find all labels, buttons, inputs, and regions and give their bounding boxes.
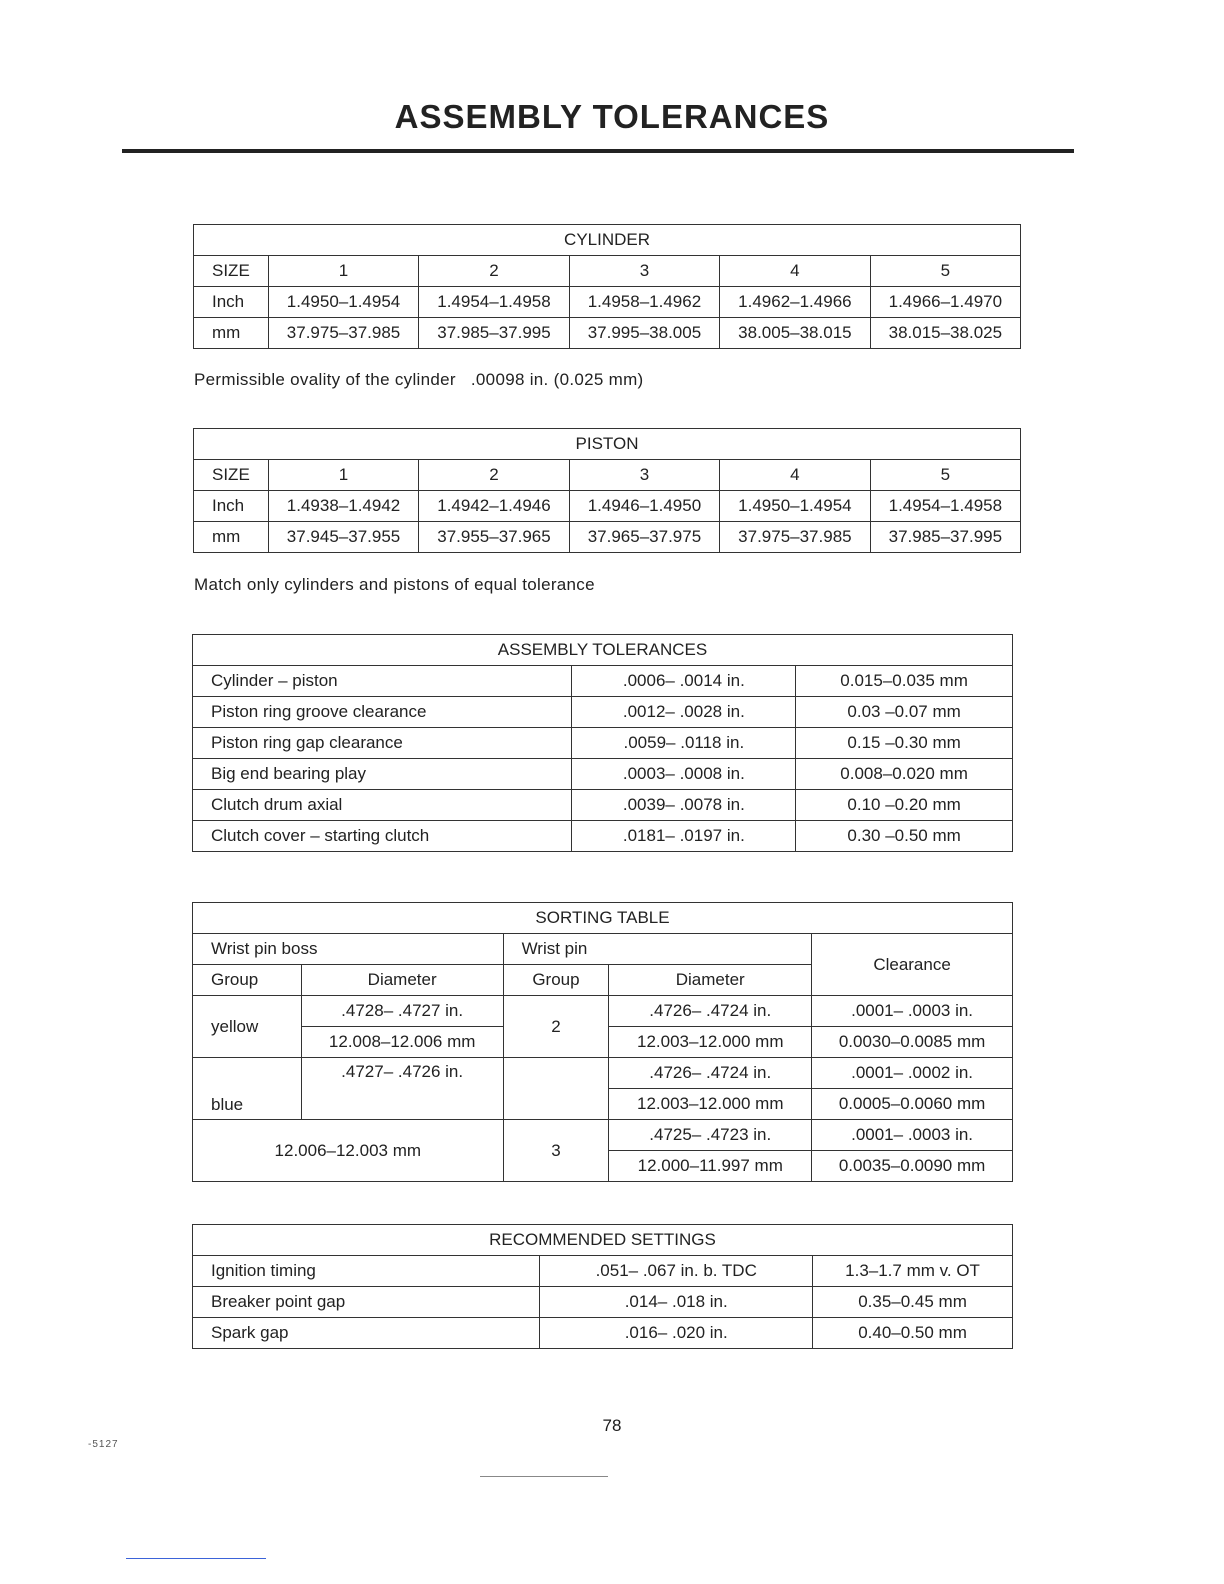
match-note: Match only cylinders and pistons of equal tolerance — [194, 575, 595, 594]
cylinder-size-2: 2 — [419, 256, 569, 287]
table-row — [193, 1120, 1013, 1151]
cell: Ignition timing — [193, 1256, 540, 1287]
wrist-pin-boss-header: Wrist pin boss — [193, 934, 504, 965]
cell: .051– .067 in. b. TDC — [540, 1256, 813, 1287]
piston-size-label: SIZE — [194, 460, 269, 491]
cell: 1.4950–1.4954 — [720, 491, 870, 522]
cell: 37.995–38.005 — [569, 318, 719, 349]
footer-mark — [126, 1558, 266, 1559]
wrist-pin-header: Wrist pin — [503, 934, 812, 965]
cell: .0181– .0197 in. — [572, 821, 796, 852]
cylinder-size-4: 4 — [720, 256, 870, 287]
table-row — [193, 728, 1013, 759]
piston-size-2: 2 — [419, 460, 569, 491]
ovality-value: .00098 in. (0.025 mm) — [470, 370, 644, 389]
cell: .0012– .0028 in. — [572, 697, 796, 728]
cell: Breaker point gap — [193, 1287, 540, 1318]
cylinder-table — [193, 224, 1021, 349]
footer-rule — [480, 1476, 608, 1477]
cell: 1.4962–1.4966 — [720, 287, 870, 318]
cell: Cylinder – piston — [193, 666, 572, 697]
cylinder-size-1: 1 — [268, 256, 418, 287]
cell: .016– .020 in. — [540, 1318, 813, 1349]
ovality-label: Permissible ovality of the cylinder — [194, 370, 456, 389]
table-row — [193, 666, 1013, 697]
cell: .0059– .0118 in. — [572, 728, 796, 759]
cell: Spark gap — [193, 1318, 540, 1349]
cylinder-row-mm — [194, 318, 1021, 349]
ovality-note — [194, 370, 644, 390]
table-row — [193, 996, 1013, 1027]
cell: .0006– .0014 in. — [572, 666, 796, 697]
cell — [503, 1058, 609, 1120]
cell: Big end bearing play — [193, 759, 572, 790]
piston-size-5: 5 — [870, 460, 1020, 491]
cell: Piston ring gap clearance — [193, 728, 572, 759]
cell: 0.015–0.035 mm — [796, 666, 1013, 697]
group-yellow: yellow — [193, 996, 302, 1058]
cell: 37.985–37.995 — [870, 522, 1020, 553]
group-blue: blue — [193, 1058, 302, 1120]
cell: 0.0035–0.0090 mm — [812, 1151, 1013, 1182]
cell: .0003– .0008 in. — [572, 759, 796, 790]
pin-diameter-header: Diameter — [609, 965, 812, 996]
title-rule — [122, 149, 1074, 153]
cell: .0039– .0078 in. — [572, 790, 796, 821]
cell: Piston ring groove clearance — [193, 697, 572, 728]
cell: 38.005–38.015 — [720, 318, 870, 349]
table-row — [193, 1256, 1013, 1287]
cell: mm — [194, 522, 269, 553]
cell: 38.015–38.025 — [870, 318, 1020, 349]
document-code: -5127 — [88, 1439, 119, 1450]
piston-title: PISTON — [194, 429, 1021, 460]
cell: 0.15 –0.30 mm — [796, 728, 1013, 759]
sorting-title: SORTING TABLE — [193, 903, 1013, 934]
settings-title: RECOMMENDED SETTINGS — [193, 1225, 1013, 1256]
boss-group-header: Group — [193, 965, 302, 996]
cylinder-size-3: 3 — [569, 256, 719, 287]
cell: 12.008–12.006 mm — [301, 1027, 503, 1058]
cylinder-size-5: 5 — [870, 256, 1020, 287]
cell: .4728– .4727 in. — [301, 996, 503, 1027]
cell: 0.35–0.45 mm — [813, 1287, 1013, 1318]
cell: 1.4938–1.4942 — [268, 491, 418, 522]
table-row — [193, 1287, 1013, 1318]
table-row — [193, 759, 1013, 790]
cell: 0.30 –0.50 mm — [796, 821, 1013, 852]
cell: 37.975–37.985 — [268, 318, 418, 349]
page-number: 78 — [602, 1416, 622, 1435]
assembly-title: ASSEMBLY TOLERANCES — [193, 635, 1013, 666]
cell: 12.003–12.000 mm — [609, 1027, 812, 1058]
settings-table — [192, 1224, 1013, 1349]
cylinder-row-inch — [194, 287, 1021, 318]
piston-table — [193, 428, 1021, 553]
page-title: ASSEMBLY TOLERANCES — [394, 98, 830, 135]
cell: Inch — [194, 491, 269, 522]
cell: 12.003–12.000 mm — [609, 1089, 812, 1120]
cell: .0001– .0002 in. — [812, 1058, 1013, 1089]
cell: 1.4954–1.4958 — [419, 287, 569, 318]
cell: 0.008–0.020 mm — [796, 759, 1013, 790]
cell: Clutch drum axial — [193, 790, 572, 821]
piston-size-3: 3 — [569, 460, 719, 491]
cell: 0.0005–0.0060 mm — [812, 1089, 1013, 1120]
cell: 1.4942–1.4946 — [419, 491, 569, 522]
cell: 1.3–1.7 mm v. OT — [813, 1256, 1013, 1287]
cell: 12.006–12.003 mm — [193, 1120, 504, 1182]
cell: Clutch cover – starting clutch — [193, 821, 572, 852]
pin-group-2: 2 — [503, 996, 609, 1058]
boss-diameter-header: Diameter — [301, 965, 503, 996]
cell: 12.000–11.997 mm — [609, 1151, 812, 1182]
table-row — [193, 821, 1013, 852]
cell: 37.975–37.985 — [720, 522, 870, 553]
table-row — [193, 1318, 1013, 1349]
table-row — [193, 697, 1013, 728]
piston-row-mm — [194, 522, 1021, 553]
cell: mm — [194, 318, 269, 349]
cell: 37.965–37.975 — [569, 522, 719, 553]
cell: .0001– .0003 in. — [812, 1120, 1013, 1151]
cell: 1.4966–1.4970 — [870, 287, 1020, 318]
cell: 0.10 –0.20 mm — [796, 790, 1013, 821]
cell: 0.0030–0.0085 mm — [812, 1027, 1013, 1058]
cell: Inch — [194, 287, 269, 318]
assembly-table — [192, 634, 1013, 852]
cell: 37.955–37.965 — [419, 522, 569, 553]
clearance-header: Clearance — [812, 934, 1013, 996]
cell: 0.40–0.50 mm — [813, 1318, 1013, 1349]
cell: .4727– .4726 in. — [301, 1058, 503, 1120]
piston-size-1: 1 — [268, 460, 418, 491]
pin-group-header: Group — [503, 965, 609, 996]
cylinder-title: CYLINDER — [194, 225, 1021, 256]
cell: .0001– .0003 in. — [812, 996, 1013, 1027]
cell: 1.4958–1.4962 — [569, 287, 719, 318]
cell: .4726– .4724 in. — [609, 1058, 812, 1089]
table-row — [193, 1058, 1013, 1089]
cell: 1.4954–1.4958 — [870, 491, 1020, 522]
cell: 0.03 –0.07 mm — [796, 697, 1013, 728]
cell: .4726– .4724 in. — [609, 996, 812, 1027]
cell: .4725– .4723 in. — [609, 1120, 812, 1151]
cell: 37.985–37.995 — [419, 318, 569, 349]
piston-size-4: 4 — [720, 460, 870, 491]
piston-row-inch — [194, 491, 1021, 522]
cylinder-size-label: SIZE — [194, 256, 269, 287]
cell: 1.4950–1.4954 — [268, 287, 418, 318]
cell: 37.945–37.955 — [268, 522, 418, 553]
cell: 1.4946–1.4950 — [569, 491, 719, 522]
cell: .014– .018 in. — [540, 1287, 813, 1318]
pin-group-3: 3 — [503, 1120, 609, 1182]
table-row — [193, 790, 1013, 821]
sorting-table — [192, 902, 1013, 1182]
